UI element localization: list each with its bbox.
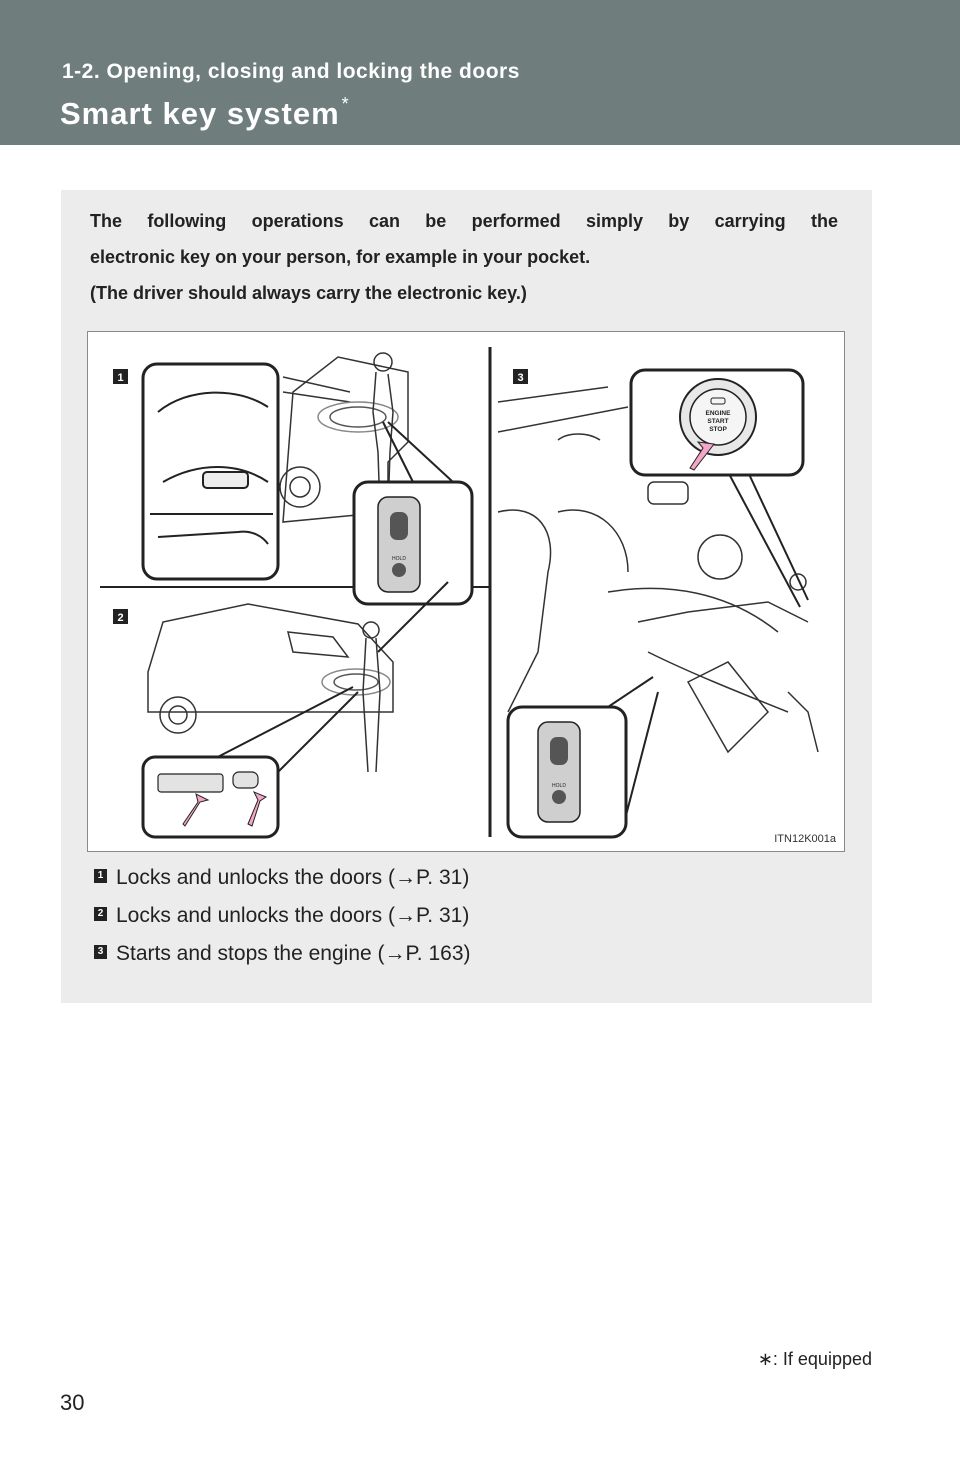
legend-text-1: Locks and unlocks the doors (→P. 31) — [116, 866, 470, 889]
panel-2-badge — [113, 609, 128, 624]
legend-text-3: Starts and stops the engine (→P. 163) — [116, 942, 471, 965]
legend-item-1 — [94, 866, 469, 890]
page-title — [60, 96, 350, 132]
panel-1-number: 1 — [117, 372, 124, 384]
intro-line-3: (The driver should always carry the electronic key.) — [90, 283, 527, 303]
intro-line-1: The following operations can be performed simply by carrying the — [90, 211, 838, 231]
panel-2-number: 2 — [117, 612, 124, 624]
intro-line-2: electronic key on your person, for example in your pocket. — [90, 247, 591, 267]
if-equipped-mark: * — [341, 94, 350, 114]
car-rear-illustration — [148, 604, 393, 772]
chapter-header-bar — [0, 0, 960, 145]
legend-text-2: Locks and unlocks the doors (→P. 31) — [116, 904, 470, 927]
legend-number-2: 2 — [94, 907, 107, 921]
stop-label: STOP — [709, 426, 727, 433]
legend-number-3: 3 — [94, 945, 107, 959]
key-hold-label-lower: HOLD — [552, 783, 566, 789]
engine-start-button-inset — [631, 370, 803, 475]
panel-3-badge — [513, 369, 528, 384]
figure-code: ITN12K001a — [774, 833, 836, 845]
page-title-text: Smart key system — [60, 96, 340, 131]
door-handle-inset — [143, 364, 278, 579]
smart-key-inset-lower — [508, 707, 626, 837]
page-number: 30 — [60, 1390, 85, 1415]
panel-3-number: 3 — [517, 372, 524, 384]
legend-item-2 — [94, 904, 469, 928]
section-heading: 1-2. Opening, closing and locking the doors — [62, 60, 520, 83]
smart-key-inset-upper — [354, 482, 472, 604]
engine-label: ENGINE — [705, 410, 731, 417]
start-label: START — [707, 418, 729, 425]
illustration-svg — [88, 332, 845, 852]
key-hold-label-upper: HOLD — [392, 556, 406, 562]
footnote-if-equipped: ∗: If equipped — [757, 1349, 872, 1369]
trunk-button-inset — [143, 757, 278, 837]
legend-item-3 — [94, 942, 471, 966]
intro-text — [90, 203, 838, 311]
panel-1-badge — [113, 369, 128, 384]
illustration-figure — [87, 331, 845, 852]
legend-number-1: 1 — [94, 869, 107, 883]
